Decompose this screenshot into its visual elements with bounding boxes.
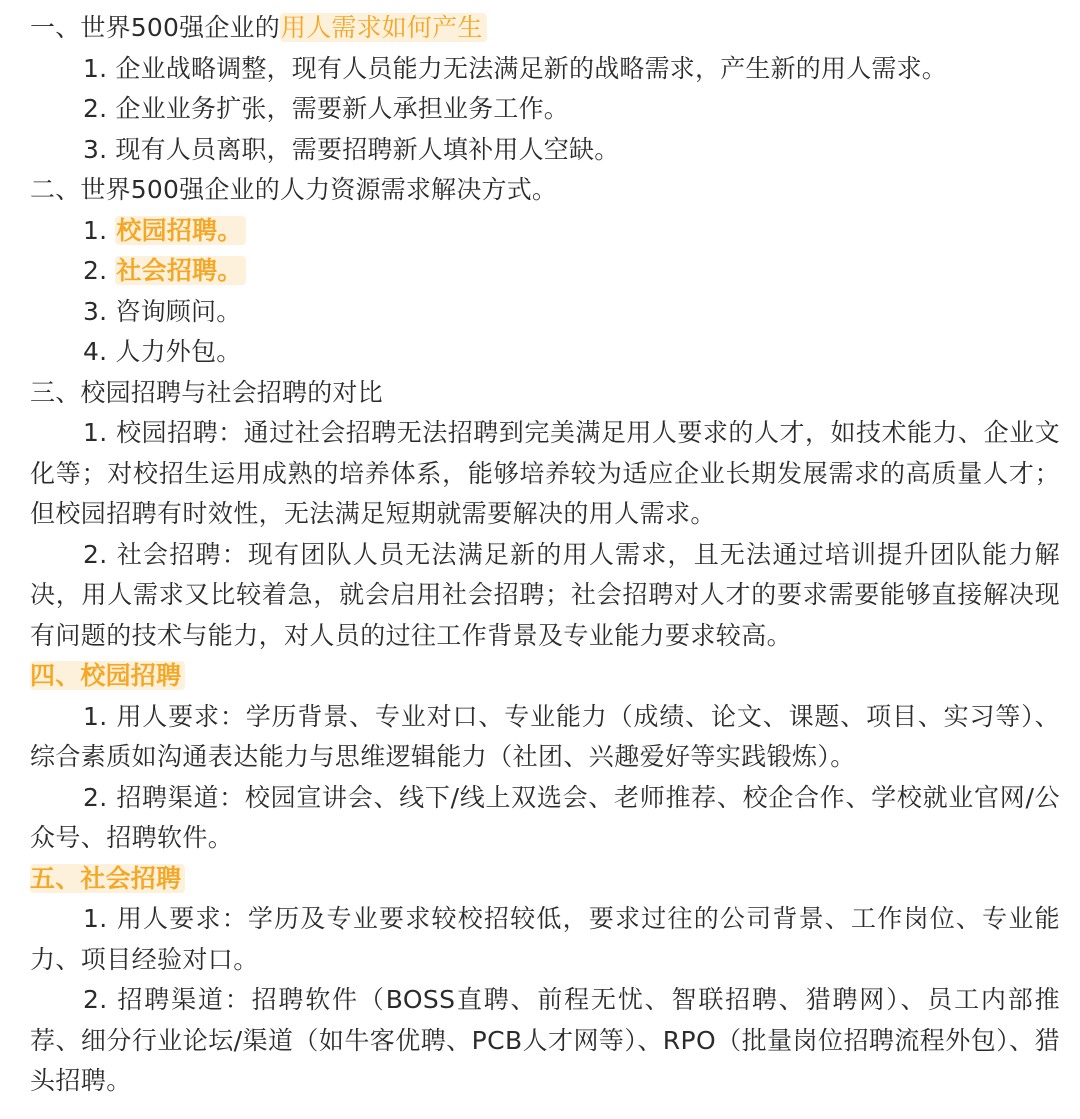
section-2-heading: 二、世界500强企业的人力资源需求解决方式。 bbox=[30, 175, 558, 204]
section-2-item-4: 4. 人力外包。 bbox=[83, 337, 242, 366]
section-2-item-2-highlight: 社会招聘。 bbox=[115, 256, 246, 285]
section-2-item-2-number: 2. bbox=[83, 256, 108, 285]
section-2-item-1-number: 1. bbox=[83, 215, 108, 245]
section-5-paragraph-2: 2. 招聘渠道：招聘软件（BOSS直聘、前程无忧、智联招聘、猎聘网）、员工内部推荐、细分行业论坛/渠道（如牛客优聘、PCB人才网等）、RPO（批量岗位招聘流程外包）、猎头招聘。 bbox=[30, 985, 1060, 1095]
section-1-heading bbox=[30, 8, 1060, 49]
section-2-item-2 bbox=[30, 251, 1060, 292]
section-1-item-1: 1. 企业战略调整，现有人员能力无法满足新的战略需求，产生新的用人需求。 bbox=[83, 53, 948, 83]
section-5-paragraph-1: 1. 用人要求：学历及专业要求较校招较低，要求过往的公司背景、工作岗位、专业能力、项目经验对口。 bbox=[30, 904, 1060, 974]
section-4-heading-line bbox=[30, 656, 1060, 697]
section-2-item-1 bbox=[30, 211, 1060, 252]
section-3-paragraph-1: 1. 校园招聘：通过社会招聘无法招聘到完美满足用人要求的人才，如技术能力、企业文化等；对校招生运用成熟的培养体系，能够培养较为适应企业长期发展需求的高质量人才；但校园招聘有时效性，无法满足短期就需要解决的用人需求。 bbox=[30, 418, 1060, 528]
section-2-item-3: 3. 咨询顾问。 bbox=[83, 296, 242, 326]
section-4-paragraph-1: 1. 用人要求：学历背景、专业对口、专业能力（成绩、论文、课题、项目、实习等）、综合素质如沟通表达能力与思维逻辑能力（社团、兴趣爱好等实践锻炼）。 bbox=[30, 701, 1060, 771]
section-5-heading: 五、社会招聘 bbox=[30, 864, 185, 893]
section-1-heading-highlight: 用人需求如何产生 bbox=[280, 13, 487, 42]
section-5-heading-line bbox=[30, 859, 1060, 900]
section-2-item-1-highlight: 校园招聘。 bbox=[115, 216, 246, 245]
section-1-item-3: 3. 现有人员离职，需要招聘新人填补用人空缺。 bbox=[83, 134, 620, 164]
section-3-heading: 三、校园招聘与社会招聘的对比 bbox=[30, 377, 383, 407]
section-1-heading-prefix: 一、世界500强企业的 bbox=[30, 13, 280, 42]
section-1-item-2: 2. 企业业务扩张，需要新人承担业务工作。 bbox=[83, 94, 570, 123]
section-4-heading: 四、校园招聘 bbox=[30, 661, 185, 690]
section-3-paragraph-2: 2. 社会招聘：现有团队人员无法满足新的用人需求，且无法通过培训提升团队能力解决，用人需求又比较着急，就会启用社会招聘；社会招聘对人才的要求需要能够直接解决现有问题的技术与能力，对人员的过往工作背景及专业能力要求较高。 bbox=[30, 539, 1060, 650]
section-4-paragraph-2: 2. 招聘渠道：校园宣讲会、线下/线上双选会、老师推荐、校企合作、学校就业官网/公众号、招聘软件。 bbox=[30, 782, 1060, 852]
